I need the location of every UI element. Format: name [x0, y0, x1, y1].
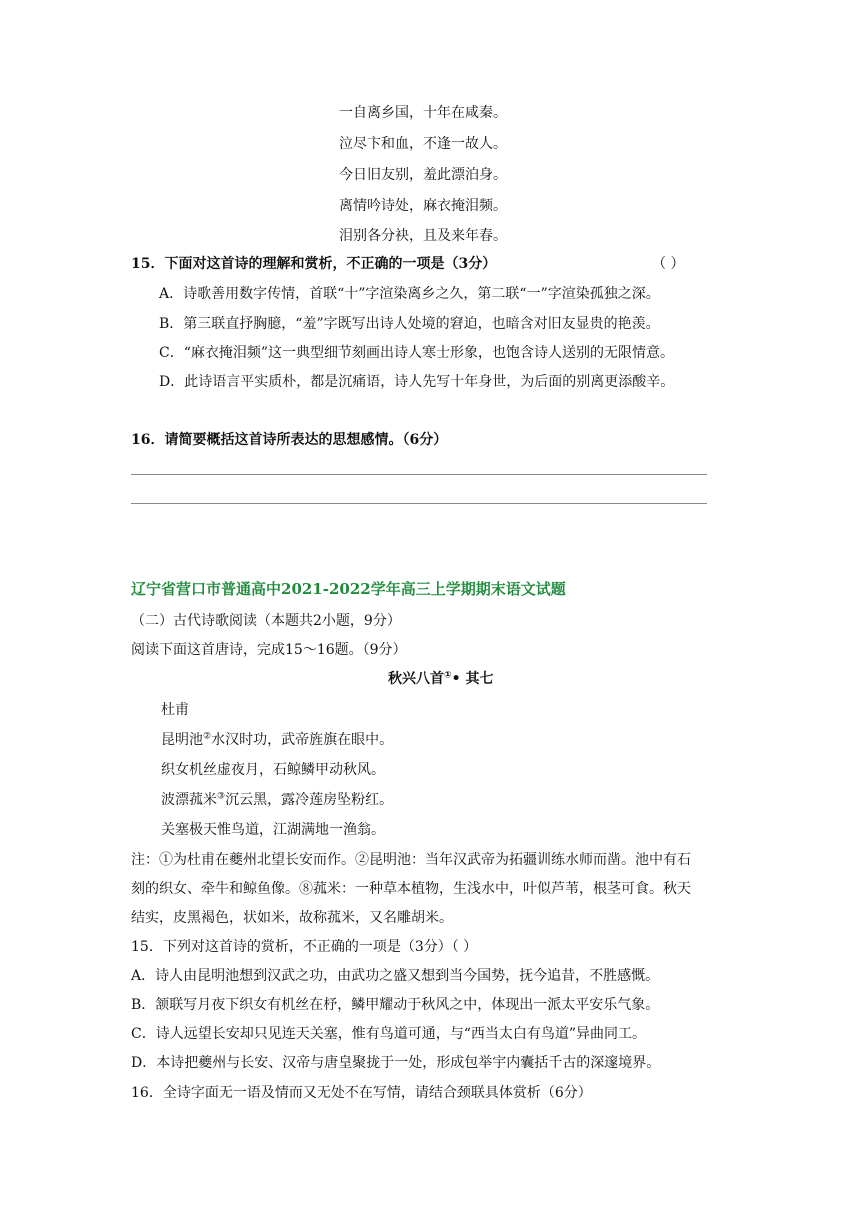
poem-line: 波漂菰米③沉云黑，露冷莲房坠粉红。 — [161, 791, 394, 808]
poem-title: 秋兴八首①• 其七 — [388, 670, 494, 687]
question-16-stem: 16．请简要概括这首诗所表达的思想感情。（6分） — [131, 432, 448, 448]
option-b: B．第三联直抒胸臆，“羞”字既写出诗人处境的窘迫，也暗含对旧友显贵的艳羡。 — [159, 316, 660, 332]
answer-line[interactable] — [131, 474, 707, 475]
poem-line: 一自离乡国，十年在咸秦。 — [339, 105, 507, 121]
note-line: 结实，皮黑褐色，状如米，故称菰米，又名雕胡米。 — [131, 910, 453, 926]
section-intro: 阅读下面这首唐诗，完成15～16题。（9分） — [131, 642, 407, 658]
option-c: C．诗人远望长安却只见连天关塞，惟有鸟道可通，与“西当太白有鸟道”异曲同工。 — [131, 1026, 647, 1042]
poem-line: 泣尽卞和血，不逢一故人。 — [339, 136, 507, 152]
question-15-stem: 15．下面对这首诗的理解和赏析，不正确的一项是（3分） — [131, 256, 497, 272]
note-line: 刻的织女、牵牛和鲸鱼像。⑧菰米：一种草本植物，生浅水中，叶似芦苇，根茎可食。秋天 — [131, 881, 691, 897]
poem-line: 泪别各分袂，且及来年春。 — [339, 228, 507, 244]
option-a: A．诗人由昆明池想到汉武之功，由武功之盛又想到当今国势，抚今追昔，不胜感慨。 — [131, 968, 660, 984]
question-15-stem: 15．下列对这首诗的赏析，不正确的一项是（3分）（ ） — [131, 939, 478, 955]
section-subtitle: （二）古代诗歌阅读（本题共2小题，9分） — [131, 613, 401, 629]
answer-line[interactable] — [131, 503, 707, 504]
option-c: C．“麻衣掩泪频”这一典型细节刻画出诗人寒士形象，也饱含诗人送别的无限情意。 — [159, 345, 675, 361]
answer-paren: （ ） — [652, 256, 685, 272]
option-b: B．颔联写月夜下织女有机丝在杼，鳞甲耀动于秋风之中，体现出一派太平安乐气象。 — [131, 997, 660, 1013]
poem-line: 昆明池②水汉时功，武帝旌旗在眼中。 — [161, 731, 394, 748]
option-d: D．本诗把夔州与长安、汉帝与唐皇聚拢于一处，形成包举宇内囊括千古的深邃境界。 — [131, 1055, 661, 1071]
section-heading: 辽宁省营口市普通高中2021-2022学年高三上学期期末语文试题 — [131, 580, 566, 598]
question-16-stem: 16．全诗字面无一语及情而又无处不在写情，请结合颈联具体赏析（6分） — [131, 1085, 592, 1101]
poem-line: 离情吟诗处，麻衣掩泪频。 — [339, 198, 507, 214]
poem-author: 杜甫 — [161, 702, 189, 718]
poem-line: 今日旧友别，羞此漂泊身。 — [339, 167, 507, 183]
poem-line: 织女机丝虚夜月，石鲸鳞甲动秋风。 — [161, 762, 385, 778]
option-a: A．诗歌善用数字传情，首联“十”字渲染离乡之久，第二联“一”字渲染孤独之深。 — [159, 286, 660, 302]
note-line: 注：①为杜甫在夔州北望长安而作。②昆明池：当年汉武帝为拓疆训练水师而凿。池中有石 — [131, 852, 691, 868]
option-d: D．此诗语言平实质朴，都是沉痛语，诗人先写十年身世，为后面的别离更添酸辛。 — [159, 374, 675, 390]
poem-line: 关塞极天惟鸟道，江湖满地一渔翁。 — [161, 822, 385, 838]
